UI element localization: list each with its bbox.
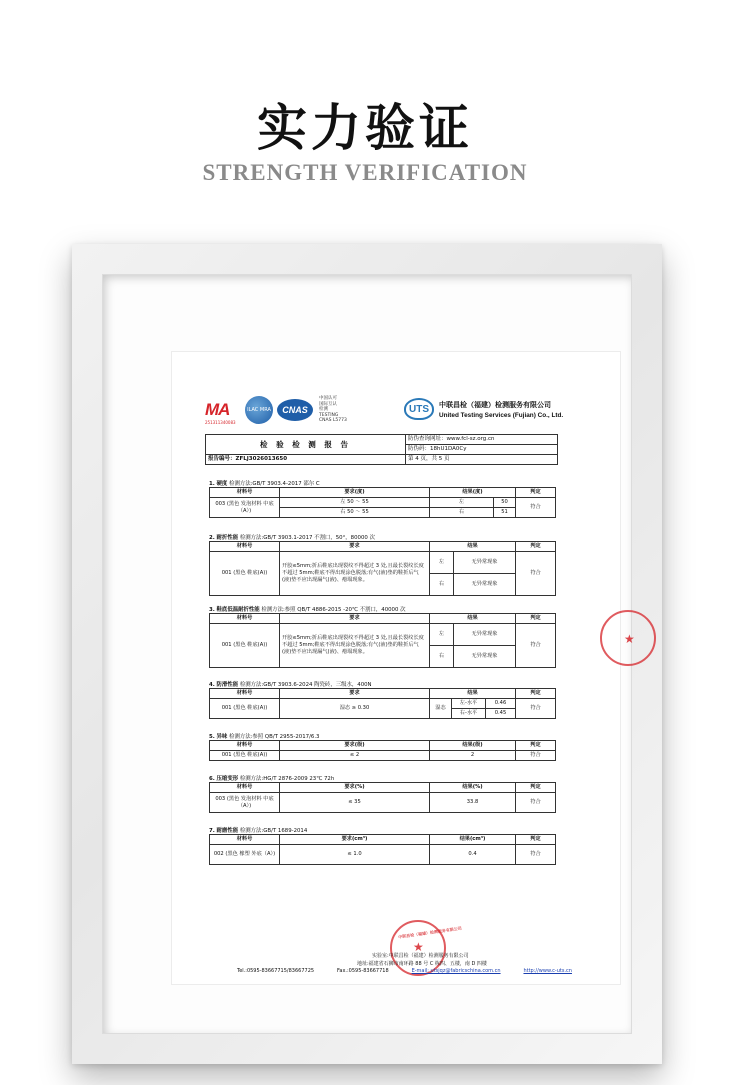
side-seal-stamp	[600, 610, 656, 666]
stamp-star-icon: ★	[413, 940, 424, 954]
report-number: 报告编号：ZFLJ3026013650	[206, 455, 406, 465]
verdict-cell: 符合	[516, 699, 556, 719]
test-report-document	[172, 352, 635, 984]
result-cell: 33.8	[430, 793, 516, 813]
section-name: 耐折性能	[216, 535, 239, 541]
footer-lab: 实验室:中联昌检（福建）检测服务有限公司	[372, 953, 469, 959]
page-info: 第 4 页，共 5 页	[406, 455, 558, 465]
table-header: 材料号	[210, 741, 280, 751]
slip-resistance-table	[209, 688, 556, 719]
flex-resistance-table	[209, 541, 556, 596]
section-title	[209, 774, 334, 782]
odor-table	[209, 740, 556, 761]
cnas-logo	[277, 399, 313, 421]
section-name: 硬度	[216, 481, 228, 487]
cma-number: 251311340083	[205, 420, 236, 425]
requirement-cell: ≤ 35	[280, 793, 430, 813]
page-subtitle: STRENGTH VERIFICATION	[202, 160, 528, 185]
result-cell: 0.45	[486, 709, 516, 719]
table-header: 判定	[516, 783, 556, 793]
section-method: 检测方法:参照 QB/T 4886-2015 -20℃ 不割口，40000 次	[261, 607, 406, 613]
table-header: 要求(cm³)	[280, 835, 430, 845]
material-cell: 001 (黑色 鞋底(A))	[210, 699, 280, 719]
table-header: 要求	[280, 542, 430, 552]
table-header: 结果	[430, 689, 516, 699]
company-name-cn: 中联昌检（福建）检测服务有限公司	[439, 400, 551, 409]
result-cell: 无异常现象	[454, 552, 516, 574]
table-header: 材料号	[210, 614, 280, 624]
section-method: 检测方法:GB/T 3903.6-2024 陶瓷砖，三级水，400N	[239, 682, 372, 688]
section-number: 6.	[209, 776, 215, 782]
cnas-line: 国际互认	[319, 401, 337, 407]
section-name: 耐磨性能	[216, 828, 239, 834]
ilac-label: ILAC MRA	[247, 407, 271, 413]
hardness-table	[209, 487, 556, 518]
stamp-star-icon: ★	[624, 632, 635, 646]
requirement-cell: ≤ 1.0	[280, 845, 430, 865]
table-header: 要求	[280, 689, 430, 699]
result-cell: 2	[430, 751, 516, 761]
requirement-cell: ≤ 2	[280, 751, 430, 761]
table-header: 判定	[516, 488, 556, 498]
cnas-line: 检测	[319, 407, 328, 413]
section-number: 7.	[209, 828, 215, 834]
table-header: 结果	[430, 542, 516, 552]
section-name: 异味	[216, 734, 228, 740]
low-temp-flex-table	[209, 613, 556, 668]
company-header	[404, 398, 563, 420]
result-cell: 无异常现象	[454, 624, 516, 646]
cnas-line: TESTING	[319, 412, 339, 418]
uts-logo	[404, 398, 434, 420]
section-number: 2.	[209, 535, 215, 541]
section-method: 检测方法:GB/T 3903.1-2017 不割口，50°，80000 次	[239, 535, 375, 541]
result-cell: 0.46	[486, 699, 516, 709]
company-name-en: United Testing Services (Fujian) Co., Ltd.	[439, 411, 564, 419]
cnas-line: CNAS L5773	[319, 418, 347, 424]
cma-logo	[205, 399, 241, 425]
side-cell: 右	[430, 508, 494, 518]
section-title	[209, 826, 307, 834]
section-title	[209, 533, 375, 541]
table-header: 要求(%)	[280, 783, 430, 793]
stamp-text: 中联昌检（福建）检测服务有限公司	[397, 925, 462, 940]
section-name: 压缩变形	[216, 776, 239, 782]
result-cell: 无异常现象	[454, 646, 516, 668]
footer-website-link[interactable]: http://www.c-uts.cn	[523, 968, 572, 974]
abrasion-table	[209, 834, 556, 865]
compression-set-table	[209, 782, 556, 813]
table-header: 要求(级)	[280, 741, 430, 751]
section-number: 5.	[209, 734, 215, 740]
table-header: 材料号	[210, 488, 280, 498]
table-header: 判定	[516, 614, 556, 624]
section-number: 1.	[209, 481, 215, 487]
table-header: 要求(度)	[280, 488, 430, 498]
requirement-cell: 开胶≤5mm;折后鞋底出现裂纹不得超过 3 处,且最长裂纹长度不超过 5mm;鞋底不得出现涂色脱落;有气(液)垫的鞋折后气(液)垫不应出现漏气(液)、瘪塌现象。	[280, 552, 430, 596]
accreditation-logos	[205, 396, 347, 424]
anti-fake-code: 防伪码：18hU1DA0Cy	[406, 445, 558, 455]
result-cell: 无异常现象	[454, 574, 516, 596]
side-cell: 左	[430, 624, 454, 646]
material-cell: 001 (黑色 鞋底(A))	[210, 552, 280, 596]
section-name: 鞋底低温耐折性能	[216, 607, 260, 613]
section-number: 4.	[209, 682, 215, 688]
footer-address: 地址:福建省石狮市南环路 88 号 C 栋四、五楼，南 D 四楼	[357, 961, 487, 967]
section-title	[209, 680, 372, 688]
cnas-line: 中国认可	[319, 396, 337, 402]
table-header: 材料号	[210, 542, 280, 552]
side-cell: 左	[430, 498, 494, 508]
table-header: 判定	[516, 542, 556, 552]
table-header: 结果(cm³)	[430, 835, 516, 845]
section-method: 检测方法:参照 QB/T 2955-2017/6.3	[229, 734, 320, 740]
table-header: 判定	[516, 835, 556, 845]
anti-fake-site: 防伪查询网址：www.fcl-sz.org.cn	[406, 435, 558, 445]
report-header-table	[205, 434, 558, 465]
table-header: 判定	[516, 689, 556, 699]
uts-logo-text: UTS	[409, 403, 429, 415]
result-cell: 50	[494, 498, 516, 508]
requirement-cell: 右 50 ～ 55	[280, 508, 430, 518]
picture-frame	[72, 244, 662, 1064]
table-header: 要求	[280, 614, 430, 624]
footer-fax: Fax.:0595-83667718	[336, 968, 389, 974]
material-cell: 002 (黑色 橡塑 外底（A）)	[210, 845, 280, 865]
verdict-cell: 符合	[516, 793, 556, 813]
material-cell: 001 (黑色 鞋底(A))	[210, 624, 280, 668]
section-method: 检测方法:GB/T 3903.4-2017 邵尔 C	[229, 481, 320, 487]
report-title: 检 验 检 测 报 告	[206, 435, 406, 455]
side-cell: 右	[430, 574, 454, 596]
table-header: 结果(级)	[430, 741, 516, 751]
side-cell: 左	[430, 552, 454, 574]
side-cell: 右-水平	[452, 709, 486, 719]
state-cell: 湿态	[430, 699, 452, 719]
table-header: 材料号	[210, 783, 280, 793]
ilac-mra-logo	[245, 396, 273, 424]
cnas-logo-text: CNAS	[282, 405, 308, 415]
table-header: 材料号	[210, 835, 280, 845]
verdict-cell: 符合	[516, 751, 556, 761]
section-title	[209, 479, 320, 487]
verdict-cell: 符合	[516, 552, 556, 596]
section-title	[209, 732, 319, 740]
page-title: 实力验证	[257, 99, 473, 157]
cma-logo-text: MA	[205, 400, 230, 419]
material-cell: 003 (黑色 发泡材料 中底（A）)	[210, 793, 280, 813]
side-cell: 右	[430, 646, 454, 668]
section-name: 防滑性能	[216, 682, 239, 688]
section-title	[209, 605, 406, 613]
footer-contacts	[237, 968, 572, 974]
table-header: 材料号	[210, 689, 280, 699]
section-method: 检测方法:GB/T 1689-2014	[239, 828, 308, 834]
section-number: 3.	[209, 607, 215, 613]
footer-tel: Tel.:0595-83667715/83667725	[237, 968, 315, 974]
verdict-cell: 符合	[516, 498, 556, 518]
requirement-cell: 湿态 ≥ 0.30	[280, 699, 430, 719]
verdict-cell: 符合	[516, 624, 556, 668]
result-cell: 0.4	[430, 845, 516, 865]
requirement-cell: 左 50 ～ 55	[280, 498, 430, 508]
cnas-info	[319, 396, 347, 424]
frame-mat	[102, 274, 635, 1034]
material-cell: 001 (黑色 鞋底(A))	[210, 751, 280, 761]
table-header: 结果(度)	[430, 488, 516, 498]
table-header: 结果(%)	[430, 783, 516, 793]
table-header: 结果	[430, 614, 516, 624]
side-cell: 左-水平	[452, 699, 486, 709]
requirement-cell: 开胶≤5mm;折后鞋底出现裂纹不得超过 3 处,且最长裂纹长度不超过 5mm;鞋底不得出现涂色脱落;有气(液)垫的鞋折后气(液)垫不应出现漏气(液)、瘪塌现象。	[280, 624, 430, 668]
material-cell: 003 (黑色 发泡材料 中底（A）)	[210, 498, 280, 518]
verdict-cell: 符合	[516, 845, 556, 865]
result-cell: 51	[494, 508, 516, 518]
section-method: 检测方法:HG/T 2876-2009 23℃ 72h	[239, 776, 335, 782]
table-header: 判定	[516, 741, 556, 751]
footer-email[interactable]: E-mail: utsjqz@fabricschina.com.cn	[411, 968, 501, 974]
